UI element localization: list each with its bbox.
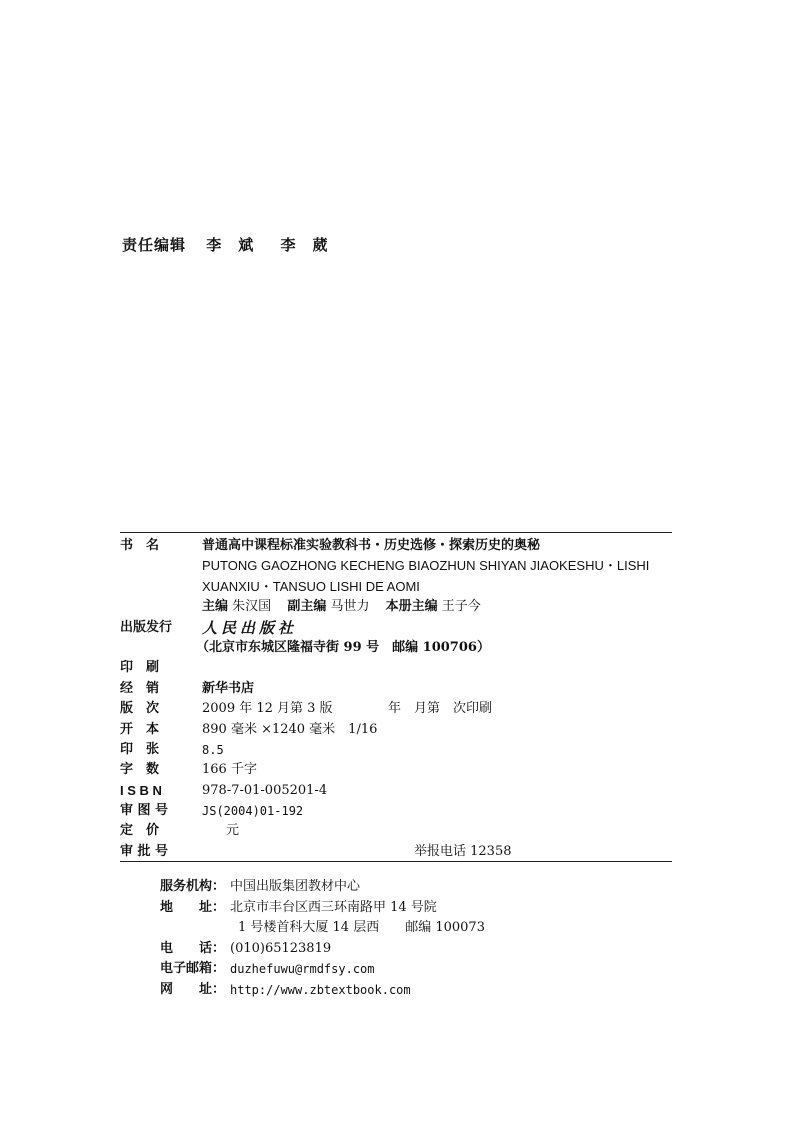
service-phone-value: (010)65123819 bbox=[230, 940, 332, 956]
sheets-label: 印 张 bbox=[120, 741, 160, 757]
volume-editor: 王子今 bbox=[441, 599, 481, 615]
service-org-value: 中国出版集团教材中心 bbox=[230, 879, 361, 894]
distributor-label: 经 销 bbox=[120, 680, 160, 696]
chief-editor: 朱汉国 bbox=[232, 599, 272, 615]
format-label: 开 本 bbox=[120, 721, 160, 737]
title-cn: 普通高中课程标准实验教科书・历史选修・探索历史的奥秘 bbox=[202, 538, 541, 553]
format-value: 890 毫米 ×1240 毫米 1/16 bbox=[202, 721, 378, 737]
edition-row bbox=[120, 699, 672, 719]
edition-label: 版 次 bbox=[120, 701, 160, 717]
sheets-row bbox=[120, 740, 672, 760]
title-pinyin-1: PUTONG GAOZHONG KECHENG BIAOZHUN SHIYAN JIAOKESHU・LISHI bbox=[202, 558, 650, 574]
isbn-label: I S B N bbox=[120, 782, 162, 798]
service-email-label: 电子邮箱： bbox=[160, 961, 226, 977]
volume-editor-label: 本册主编 bbox=[385, 599, 438, 615]
service-org-label: 服务机构： bbox=[160, 879, 226, 894]
service-email-value: duzhefuwu@rmdfsy.com bbox=[230, 962, 375, 977]
service-web-label: 网 址： bbox=[160, 981, 226, 997]
copyright-info-block bbox=[120, 536, 672, 862]
map-approval-row bbox=[120, 801, 672, 821]
title-pinyin-row-1 bbox=[120, 556, 672, 576]
publisher-row bbox=[120, 618, 672, 638]
map-approval-label: 审 图 号 bbox=[120, 803, 169, 819]
words-row bbox=[120, 760, 672, 780]
isbn-value: 978-7-01-005201-4 bbox=[202, 782, 328, 798]
deputy-editor: 马世力 bbox=[330, 599, 370, 615]
editor-name-2: 李 葳 bbox=[280, 236, 329, 254]
title-row bbox=[120, 536, 672, 556]
price-label: 定 价 bbox=[120, 823, 160, 839]
chief-editor-label: 主编 bbox=[202, 599, 229, 615]
approval-row bbox=[120, 842, 672, 862]
publisher-logo: 人民出版社 bbox=[202, 618, 298, 637]
service-address-2: 1 号楼首科大厦 14 层西 邮编 100073 bbox=[238, 920, 485, 936]
title-pinyin-2: XUANXIU・TANSUO LISHI DE AOMI bbox=[202, 578, 420, 594]
approval-label: 审 批 号 bbox=[120, 843, 169, 859]
editors-line bbox=[202, 597, 481, 617]
edition-value: 2009 年 12 月第 3 版 bbox=[202, 701, 333, 717]
editors-row bbox=[120, 597, 672, 617]
cip-top-divider bbox=[120, 532, 672, 533]
title-pinyin-row-2 bbox=[120, 577, 672, 597]
publisher-address-row bbox=[120, 638, 672, 658]
format-row bbox=[120, 720, 672, 740]
publisher-label: 出版发行 bbox=[120, 619, 173, 635]
editor-name-1: 李 斌 bbox=[206, 236, 255, 254]
cip-bottom-divider bbox=[120, 861, 672, 862]
printing-value: 年 月第 次印刷 bbox=[388, 701, 493, 717]
price-value: 元 bbox=[226, 823, 240, 839]
price-row bbox=[120, 821, 672, 841]
title-label: 书 名 bbox=[120, 538, 160, 553]
sheets-value: 8.5 bbox=[202, 742, 224, 757]
distributor-row bbox=[120, 679, 672, 699]
responsible-editors bbox=[122, 234, 349, 255]
service-web-value: http://www.zbtextbook.com bbox=[230, 982, 411, 997]
editor-label: 责任编辑 bbox=[122, 236, 187, 254]
isbn-row bbox=[120, 781, 672, 801]
service-address-1: 北京市丰台区西三环南路甲 14 号院 bbox=[230, 899, 437, 915]
words-label: 字 数 bbox=[120, 762, 160, 778]
print-row bbox=[120, 658, 672, 678]
words-value: 166 千字 bbox=[202, 762, 257, 778]
deputy-editor-label: 副主编 bbox=[287, 599, 327, 615]
service-phone-label: 电 话： bbox=[160, 940, 226, 956]
publisher-address: （北京市东城区隆福寺街 99 号 邮编 100706） bbox=[196, 639, 490, 655]
report-hotline: 举报电话 12358 bbox=[414, 843, 512, 859]
print-label: 印 刷 bbox=[120, 660, 160, 676]
service-address-label: 地 址： bbox=[160, 899, 226, 915]
map-approval-value: JS(2004)01-192 bbox=[202, 804, 304, 819]
distributor-value: 新华书店 bbox=[202, 680, 255, 696]
